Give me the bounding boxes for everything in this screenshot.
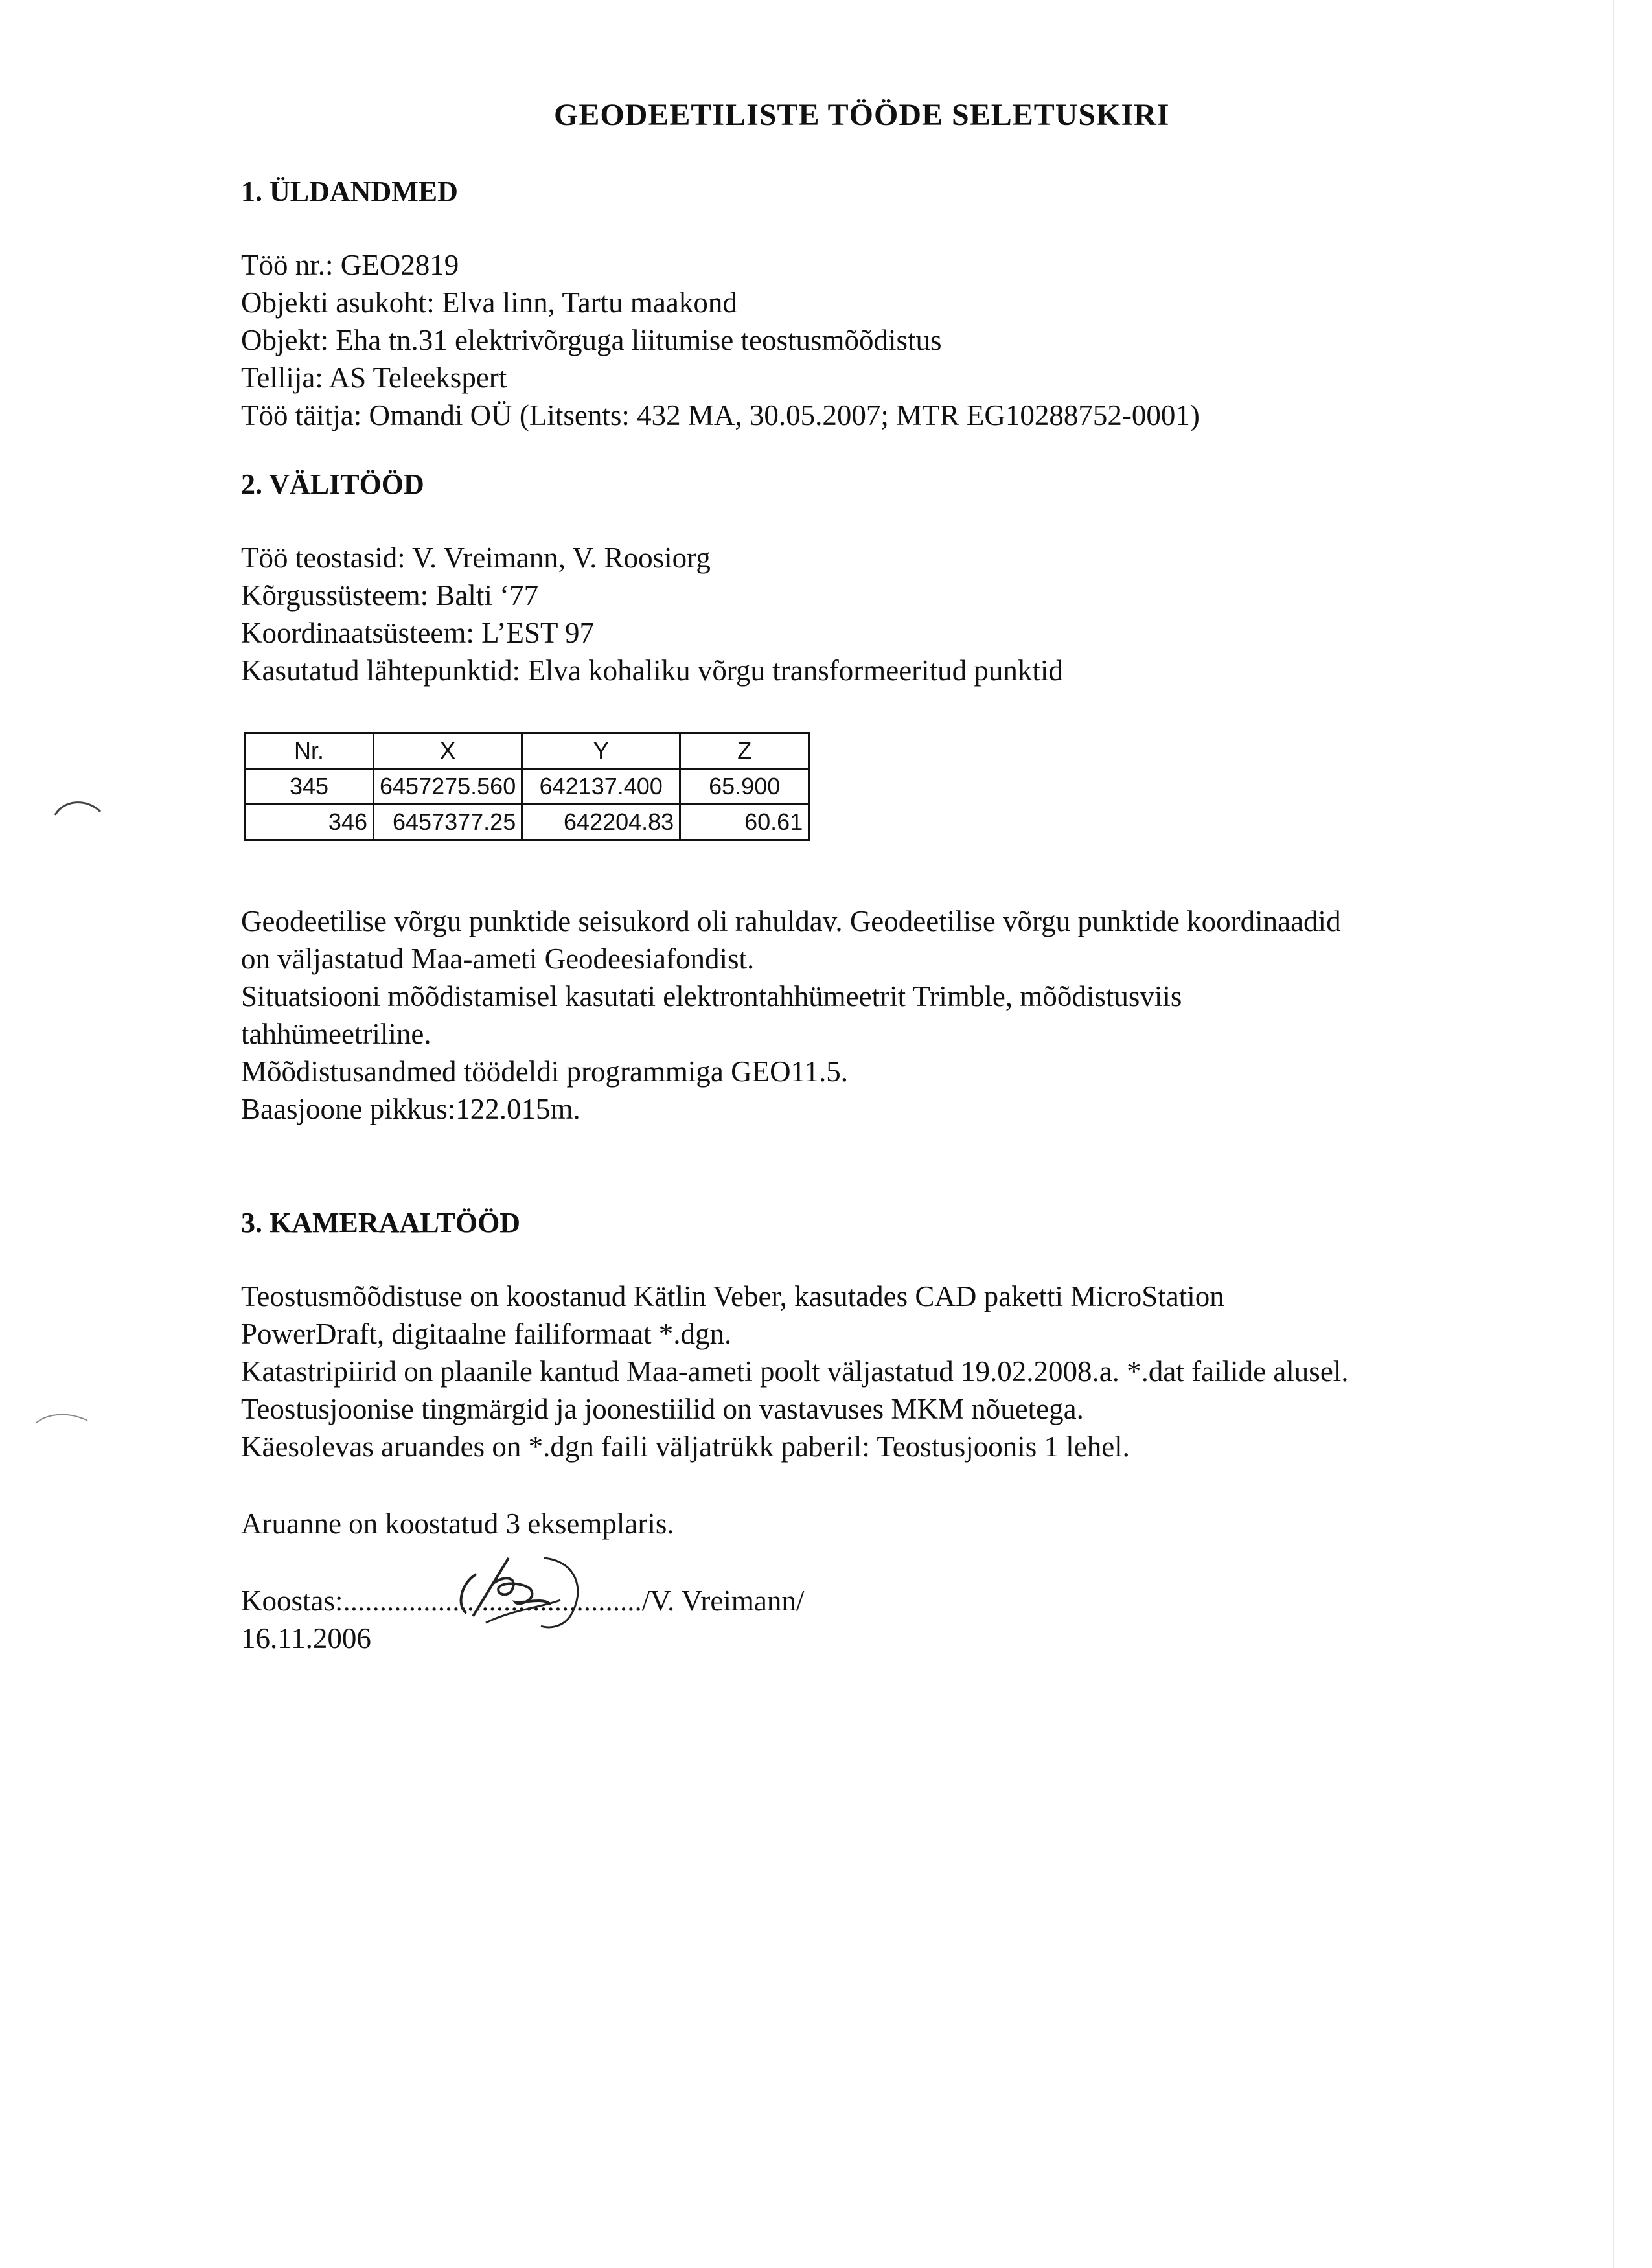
paragraph-line: Teostusmõõdistuse on koostanud Kätlin Veber, kasutades CAD paketti MicroStation bbox=[241, 1280, 1224, 1312]
table-row bbox=[245, 769, 809, 805]
punch-hole-mark bbox=[52, 796, 104, 821]
paragraph-line: Situatsiooni mõõdistamisel kasutati elektrontahhümeetrit Trimble, mõõdistusviis bbox=[241, 980, 1182, 1013]
section-heading-officework: 3. KAMERAALTÖÖD bbox=[241, 1207, 521, 1239]
section-heading-general: 1. ÜLDANDMED bbox=[241, 176, 458, 207]
table-header-row bbox=[245, 733, 809, 769]
scan-edge-line bbox=[1613, 0, 1614, 2268]
table-cell: 6457377.25 bbox=[374, 805, 522, 840]
table-cell: 345 bbox=[245, 769, 374, 805]
work-number-line: Töö nr.: GEO2819 bbox=[241, 249, 459, 281]
table-cell: 642204.83 bbox=[522, 805, 680, 840]
paragraph-line: on väljastatud Maa-ameti Geodeesiafondist. bbox=[241, 943, 755, 975]
object-location-line: Objekti asukoht: Elva linn, Tartu maakond bbox=[241, 286, 737, 319]
contractor-line: Töö täitja: Omandi OÜ (Litsents: 432 MA, 30.05.2007; MTR EG10288752-0001) bbox=[241, 399, 1200, 431]
table-header-y: Y bbox=[522, 733, 680, 769]
paragraph-line: Katastripiirid on plaanile kantud Maa-ameti poolt väljastatud 19.02.2008.a. *.dat failide alusel. bbox=[241, 1355, 1349, 1388]
paragraph-line: Käesolevas aruandes on *.dgn faili väljatrükk paberil: Teostusjoonis 1 lehel. bbox=[241, 1430, 1130, 1463]
paragraph-line: Baasjoone pikkus:122.015m. bbox=[241, 1093, 580, 1125]
table-cell: 6457275.560 bbox=[374, 769, 522, 805]
object-line: Objekt: Eha tn.31 elektrivõrguga liitumise teostusmõõdistus bbox=[241, 324, 942, 356]
surveyors-line: Töö teostasid: V. Vreimann, V. Roosiorg bbox=[241, 542, 711, 574]
handwritten-signature bbox=[447, 1545, 602, 1642]
height-system-line: Kõrgussüsteem: Balti ‘77 bbox=[241, 579, 539, 612]
paragraph-line: tahhümeetriline. bbox=[241, 1018, 431, 1050]
table-cell: 642137.400 bbox=[522, 769, 680, 805]
signature-line: Koostas:........................................./V. Vreimann/ bbox=[241, 1585, 805, 1617]
table-header-x: X bbox=[374, 733, 522, 769]
reference-points-line: Kasutatud lähtepunktid: Elva kohaliku võrgu transformeeritud punktid bbox=[241, 654, 1063, 687]
table-cell: 60.61 bbox=[680, 805, 809, 840]
table-row bbox=[245, 805, 809, 840]
table-cell: 65.900 bbox=[680, 769, 809, 805]
copies-line: Aruanne on koostatud 3 eksemplaris. bbox=[241, 1507, 674, 1540]
section-heading-fieldwork: 2. VÄLITÖÖD bbox=[241, 468, 424, 500]
punch-hole-mark bbox=[32, 1409, 91, 1428]
table-cell: 346 bbox=[245, 805, 374, 840]
paragraph-line: Teostusjoonise tingmärgid ja joonestiilid on vastavuses MKM nõuetega. bbox=[241, 1393, 1084, 1425]
document-date: 16.11.2006 bbox=[241, 1622, 371, 1655]
paragraph-line: Mõõdistusandmed töödeldi programmiga GEO11.5. bbox=[241, 1055, 848, 1088]
document-title: GEODEETILISTE TÖÖDE SELETUSKIRI bbox=[554, 98, 1170, 132]
table-header-z: Z bbox=[680, 733, 809, 769]
coordinate-system-line: Koordinaatsüsteem: L’EST 97 bbox=[241, 617, 594, 649]
paragraph-line: Geodeetilise võrgu punktide seisukord oli rahuldav. Geodeetilise võrgu punktide koordinaadid bbox=[241, 905, 1341, 937]
table-header-nr: Nr. bbox=[245, 733, 374, 769]
client-line: Tellija: AS Teleekspert bbox=[241, 361, 507, 394]
paragraph-line: PowerDraft, digitaalne failiformaat *.dgn. bbox=[241, 1318, 732, 1350]
reference-points-table bbox=[244, 732, 810, 841]
